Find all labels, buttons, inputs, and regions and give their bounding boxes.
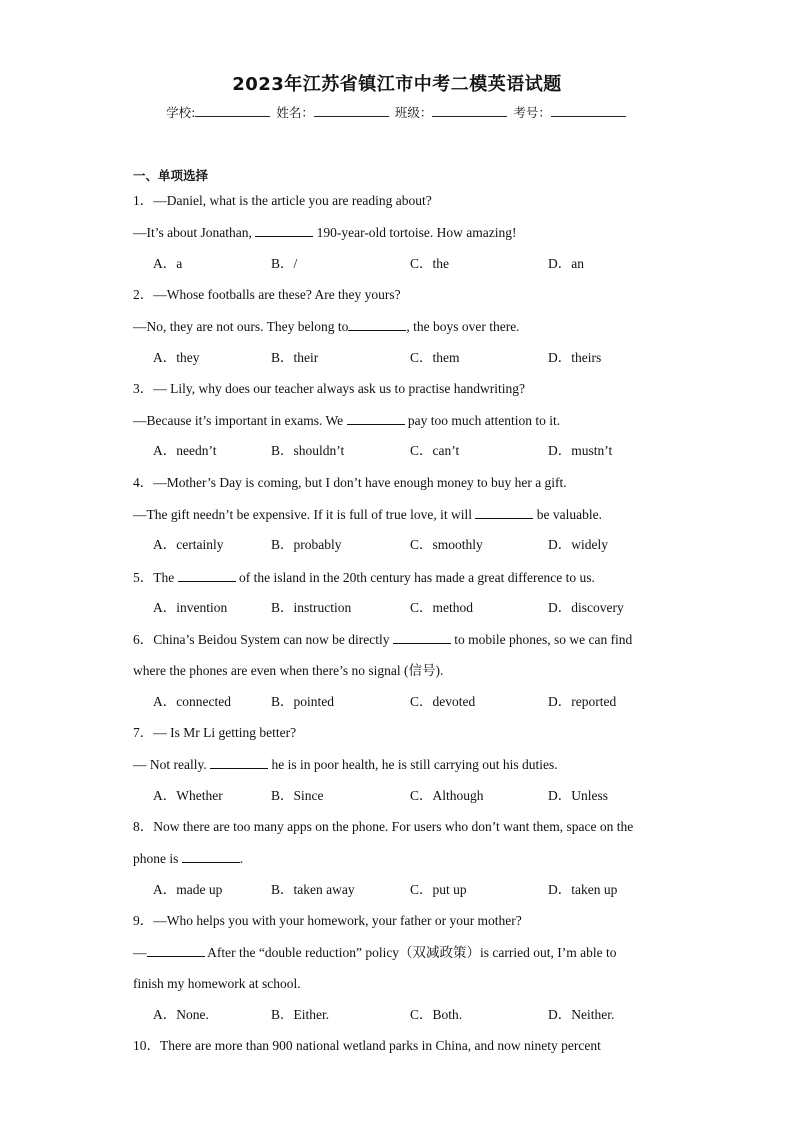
- question-text: where the phones are even when there’s no signal (信号).: [133, 662, 444, 678]
- question-5-options: [133, 600, 733, 616]
- question-text: of the island in the 20th century has made a great difference to us.: [235, 569, 595, 585]
- option-d[interactable]: D．reported: [548, 693, 617, 709]
- answer-blank[interactable]: [210, 756, 268, 769]
- option-b[interactable]: B．instruction: [271, 599, 352, 615]
- option-d[interactable]: D．Unless: [548, 787, 608, 803]
- option-a[interactable]: A．they: [153, 349, 200, 365]
- option-c[interactable]: C．Both.: [410, 1006, 463, 1022]
- question-text: — Not really.: [133, 757, 211, 773]
- option-c[interactable]: C．the: [410, 255, 449, 271]
- option-b[interactable]: B．shouldn’t: [271, 443, 345, 459]
- option-a[interactable]: A．None.: [153, 1006, 209, 1022]
- option-a[interactable]: A．connected: [153, 693, 231, 709]
- question-7-line: [133, 725, 296, 741]
- student-info-row: [0, 103, 794, 121]
- option-a[interactable]: A．made up: [153, 881, 223, 897]
- option-b[interactable]: B．taken away: [271, 881, 355, 897]
- option-c[interactable]: C．them: [410, 349, 460, 365]
- option-b[interactable]: B．probably: [271, 537, 342, 553]
- page-title: 2023年江苏省镇江市中考二模英语试题: [232, 74, 562, 95]
- question-text: —Because it’s important in exams. We: [133, 413, 347, 429]
- option-c[interactable]: C．put up: [410, 881, 467, 897]
- answer-blank[interactable]: [182, 850, 240, 863]
- answer-blank[interactable]: [147, 944, 205, 957]
- question-2-line: [133, 287, 401, 303]
- question-text: 2．—Whose footballs are these? Are they yours?: [133, 286, 401, 302]
- question-9-line: [133, 976, 301, 992]
- question-6-line: [133, 631, 632, 648]
- question-5-line: [133, 569, 595, 586]
- question-8-options: [133, 882, 733, 898]
- option-b[interactable]: B．their: [271, 349, 319, 365]
- question-3-options: [133, 443, 733, 459]
- answer-blank[interactable]: [393, 631, 451, 644]
- question-8-line: [133, 850, 243, 867]
- question-text: 1．—Daniel, what is the article you are reading about?: [133, 193, 432, 208]
- question-4-line: [133, 475, 567, 491]
- question-text: pay too much attention to it.: [404, 413, 561, 429]
- section-heading: 一、单项选择: [133, 168, 209, 183]
- question-6-options: [133, 694, 733, 710]
- question-8-line: [133, 819, 633, 835]
- option-a[interactable]: A．needn’t: [153, 443, 217, 459]
- question-text: he is in poor health, he is still carrying out his duties.: [268, 757, 558, 773]
- school-label: 学校:: [166, 105, 196, 120]
- question-text: 7．— Is Mr Li getting better?: [133, 725, 297, 741]
- question-7-options: [133, 788, 733, 804]
- option-d[interactable]: D．Neither.: [548, 1006, 615, 1022]
- question-3-line: [133, 412, 560, 429]
- question-text: phone is: [133, 851, 182, 867]
- option-a[interactable]: A．certainly: [153, 537, 224, 553]
- question-text: .: [239, 851, 244, 867]
- question-2-line: [133, 318, 520, 335]
- question-text: 5．The: [133, 569, 178, 585]
- name-label: 姓名：: [276, 105, 314, 120]
- option-c[interactable]: C．method: [410, 599, 473, 615]
- question-9-line: [133, 944, 617, 961]
- answer-blank[interactable]: [255, 224, 313, 237]
- question-text: 8．Now there are too many apps on the phone. For users who don’t want them, space on the: [133, 819, 634, 834]
- question-text: —The gift needn’t be expensive. If it is full of true love, it will: [133, 507, 476, 522]
- question-text: to mobile phones, so we can find: [450, 632, 633, 648]
- school-blank[interactable]: [195, 104, 270, 117]
- answer-blank[interactable]: [178, 569, 236, 582]
- option-d[interactable]: D．discovery: [548, 599, 624, 615]
- answer-blank[interactable]: [347, 412, 405, 425]
- question-1-line: [133, 193, 432, 209]
- answer-blank[interactable]: [475, 506, 533, 519]
- question-text: —It’s about Jonathan,: [133, 225, 256, 241]
- question-3-line: [133, 381, 525, 397]
- question-text: , the boys over there.: [406, 319, 520, 335]
- option-b[interactable]: B．Either.: [271, 1006, 330, 1022]
- question-1-line: [133, 224, 517, 241]
- option-d[interactable]: D．taken up: [548, 881, 618, 897]
- question-9-line: [133, 913, 522, 929]
- name-blank[interactable]: [314, 104, 389, 117]
- question-7-line: [133, 756, 558, 773]
- question-text: 6．China’s Beidou System can now be directly: [133, 632, 393, 648]
- question-text: 3．— Lily, why does our teacher always ask us to practise handwriting?: [133, 380, 526, 396]
- question-1-options: [133, 256, 733, 272]
- question-text: 9．—Who helps you with your homework, your father or your mother?: [133, 912, 522, 928]
- question-4-line: [133, 506, 602, 523]
- option-b[interactable]: B．/: [271, 255, 298, 271]
- class-blank[interactable]: [432, 104, 507, 117]
- class-label: 班级：: [394, 105, 433, 120]
- question-9-options: [133, 1007, 733, 1023]
- option-c[interactable]: C．Although: [410, 787, 484, 803]
- question-text: 10．There are more than 900 national wetland parks in China, and now ninety percent: [133, 1038, 601, 1054]
- question-text: After the “double reduction” policy（双减政策）is carried out, I’m able to: [204, 945, 617, 961]
- question-text: finish my homework at school.: [133, 975, 301, 991]
- option-a[interactable]: A．invention: [153, 599, 228, 615]
- option-c[interactable]: C．smoothly: [410, 537, 483, 553]
- question-text: 190-year-old tortoise. How amazing!: [313, 225, 517, 241]
- question-text: —No, they are not ours. They belong to: [133, 319, 349, 335]
- option-b[interactable]: B．Since: [271, 787, 324, 803]
- option-d[interactable]: D．an: [548, 255, 584, 271]
- question-text: 4．—Mother’s Day is coming, but I don’t have enough money to buy her a gift.: [133, 474, 567, 490]
- option-d[interactable]: D．widely: [548, 537, 608, 553]
- option-c[interactable]: C．devoted: [410, 693, 476, 709]
- option-a[interactable]: A．a: [153, 255, 183, 271]
- question-4-options: [133, 537, 733, 553]
- exam-number-label: 考号：: [513, 105, 551, 120]
- option-c[interactable]: C．can’t: [410, 443, 460, 459]
- question-text: be valuable.: [533, 507, 603, 522]
- option-a[interactable]: A．Whether: [153, 787, 223, 803]
- question-10-line: [133, 1038, 601, 1054]
- question-2-options: [133, 350, 733, 366]
- option-b[interactable]: B．pointed: [271, 693, 334, 709]
- option-d[interactable]: D．theirs: [548, 349, 602, 365]
- question-6-line: [133, 663, 443, 679]
- exam-number-blank[interactable]: [551, 104, 626, 117]
- question-text: —: [133, 945, 147, 961]
- answer-blank[interactable]: [348, 318, 406, 331]
- option-d[interactable]: D．mustn’t: [548, 443, 613, 459]
